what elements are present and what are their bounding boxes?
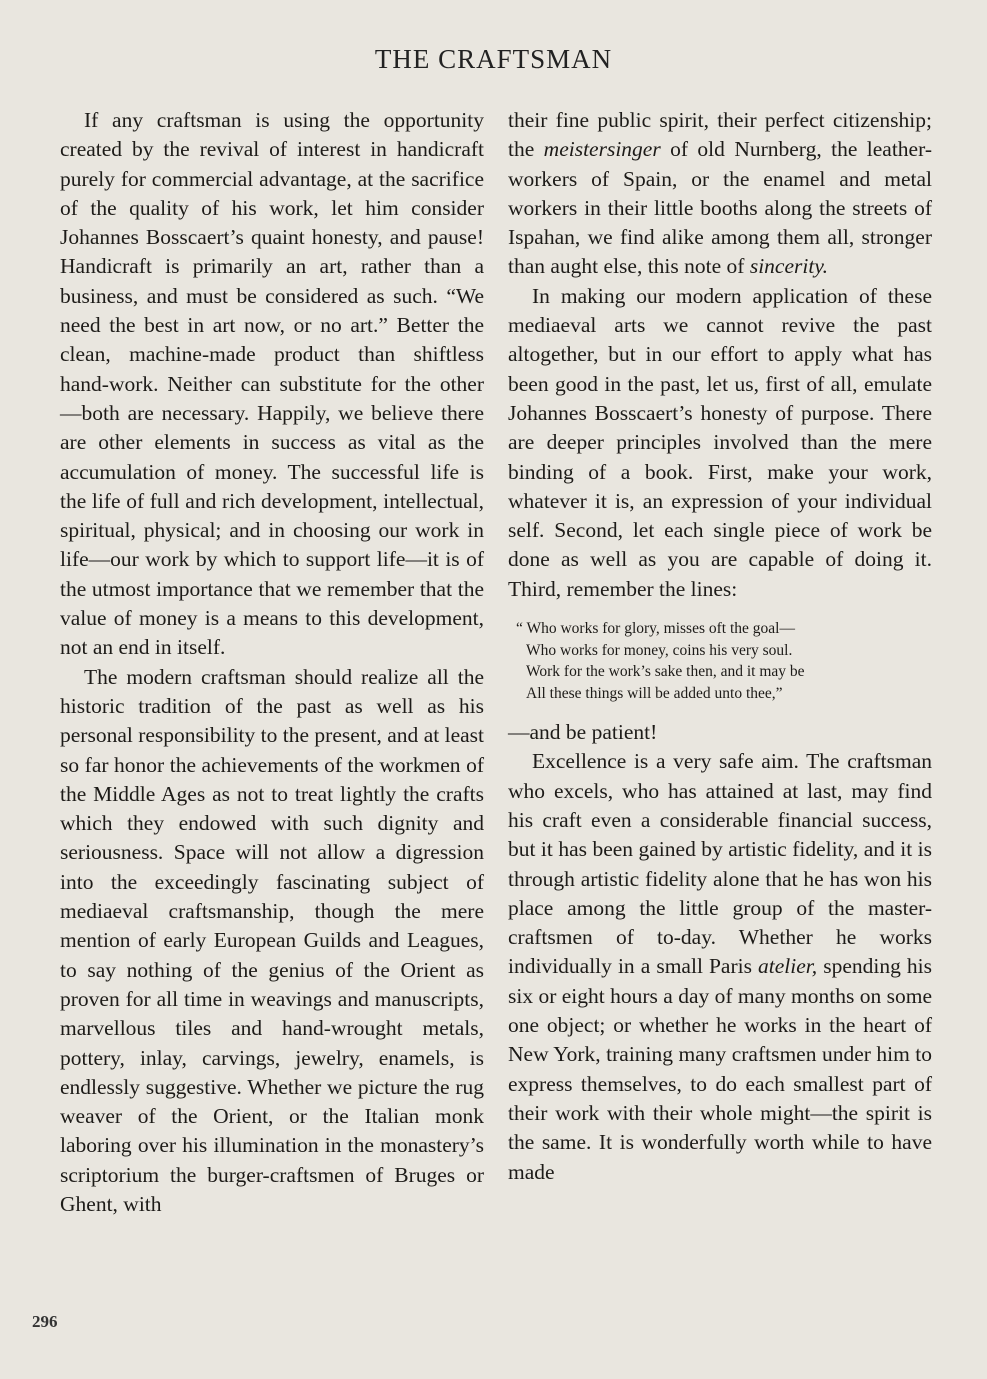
verse-quote	[516, 618, 932, 704]
right-column	[508, 106, 932, 1187]
text-run: spending his six or eight hours a day of many months on some one object; or whether he works in the heart of New York, training many craftsmen under him to express themselves, to do each smallest part of their work with their whole might—the spirit is the same. It is wonderfully worth while to have made	[508, 954, 932, 1184]
verse-line: Who works for money, coins his very soul.	[526, 641, 793, 659]
text-run: their fine public spirit, their perfect citizenship; the	[508, 108, 932, 162]
italic-term-meistersinger: meistersinger	[543, 137, 661, 162]
left-paragraph-2: The modern craftsman should realize all the historic tradition of the past as well as his personal responsibility to the present, and at least so far honor the achievements of the workmen of the Middle Ages as not to treat lightly the crafts which they endowed with such dignity and seriousness. Space will not allow a digression into the exceedingly fascinating subject of mediaeval craftsmanship, though the mere mention of early European Guilds and Leagues, to say nothing of the genius of the Orient as proven for all time in weavings and manuscripts, marvellous tiles and hand-wrought metals, pottery, inlay, carvings, jewelry, enamels, is endlessly suggestive. Whether we picture the rug weaver of the Orient, or the Italian monk laboring over his illumination in the monastery’s scriptorium the burger-craftsmen of Bruges or Ghent, with	[60, 664, 484, 1216]
verse-line: “ Who works for glory, misses oft the goal—	[516, 620, 795, 638]
verse-line: All these things will be added unto thee,”	[526, 684, 783, 702]
after-verse-line: —and be patient!	[508, 720, 658, 745]
left-column	[60, 106, 484, 1219]
running-head: THE CRAFTSMAN	[374, 44, 613, 74]
italic-term-sincerity: sincerity.	[749, 254, 829, 279]
italic-term-atelier: atelier,	[758, 954, 818, 979]
left-paragraph-1: If any craftsman is using the opportunity created by the revival of interest in handicraft purely for commercial advantage, at the sacrifice of the quality of his work, let him consider Johannes Bosscaert’s quaint honesty, and pause! Handicraft is primarily an art, rather than a business, and must be considered as such. “We need the best in art now, or no art.” Better the clean, machine-made product than shiftless hand-work. Neither can substitute for the other—both are necessary. Happily, we believe there are other elements in success as vital as the accumulation of money. The successful life is the life of full and rich development, intellectual, spiritual, physical; and in choosing our work in life—our work by which to support life—it is of the utmost importance that we remember that the value of money is a means to this development, not an end in itself.	[60, 108, 484, 660]
right-paragraph-1	[508, 106, 932, 282]
right-paragraph-3	[508, 747, 932, 1186]
text-run: of old Nurnberg, the leather-workers of Spain, or the enamel and metal workers in their little booths along the streets of Ispahan, we find alike among them all, stronger than aught else, this note of	[508, 137, 932, 279]
verse-line: Work for the work’s sake then, and it may be	[526, 663, 805, 681]
right-paragraph-2: In making our modern application of these mediaeval arts we cannot revive the past altogether, but in our effort to apply what has been good in the past, let us, first of all, emulate Johannes Bosscaert’s honesty of purpose. There are deeper principles involved than the mere binding of a book. First, make your work, whatever it is, an expression of your individual self. Second, let each single piece of work be done as well as you are capable of doing it. Third, remember the lines:	[508, 283, 932, 601]
text-run: Excellence is a very safe aim. The craftsman who excels, who has attained at last, may find his craft even a considerable financial success, but it has been gained by artistic fidelity, and it is through artistic fidelity alone that he has won his place among the little group of the master-craftsmen of to-day. Whether he works individually in a small Paris	[508, 749, 932, 979]
page-number: 296	[32, 1312, 58, 1331]
